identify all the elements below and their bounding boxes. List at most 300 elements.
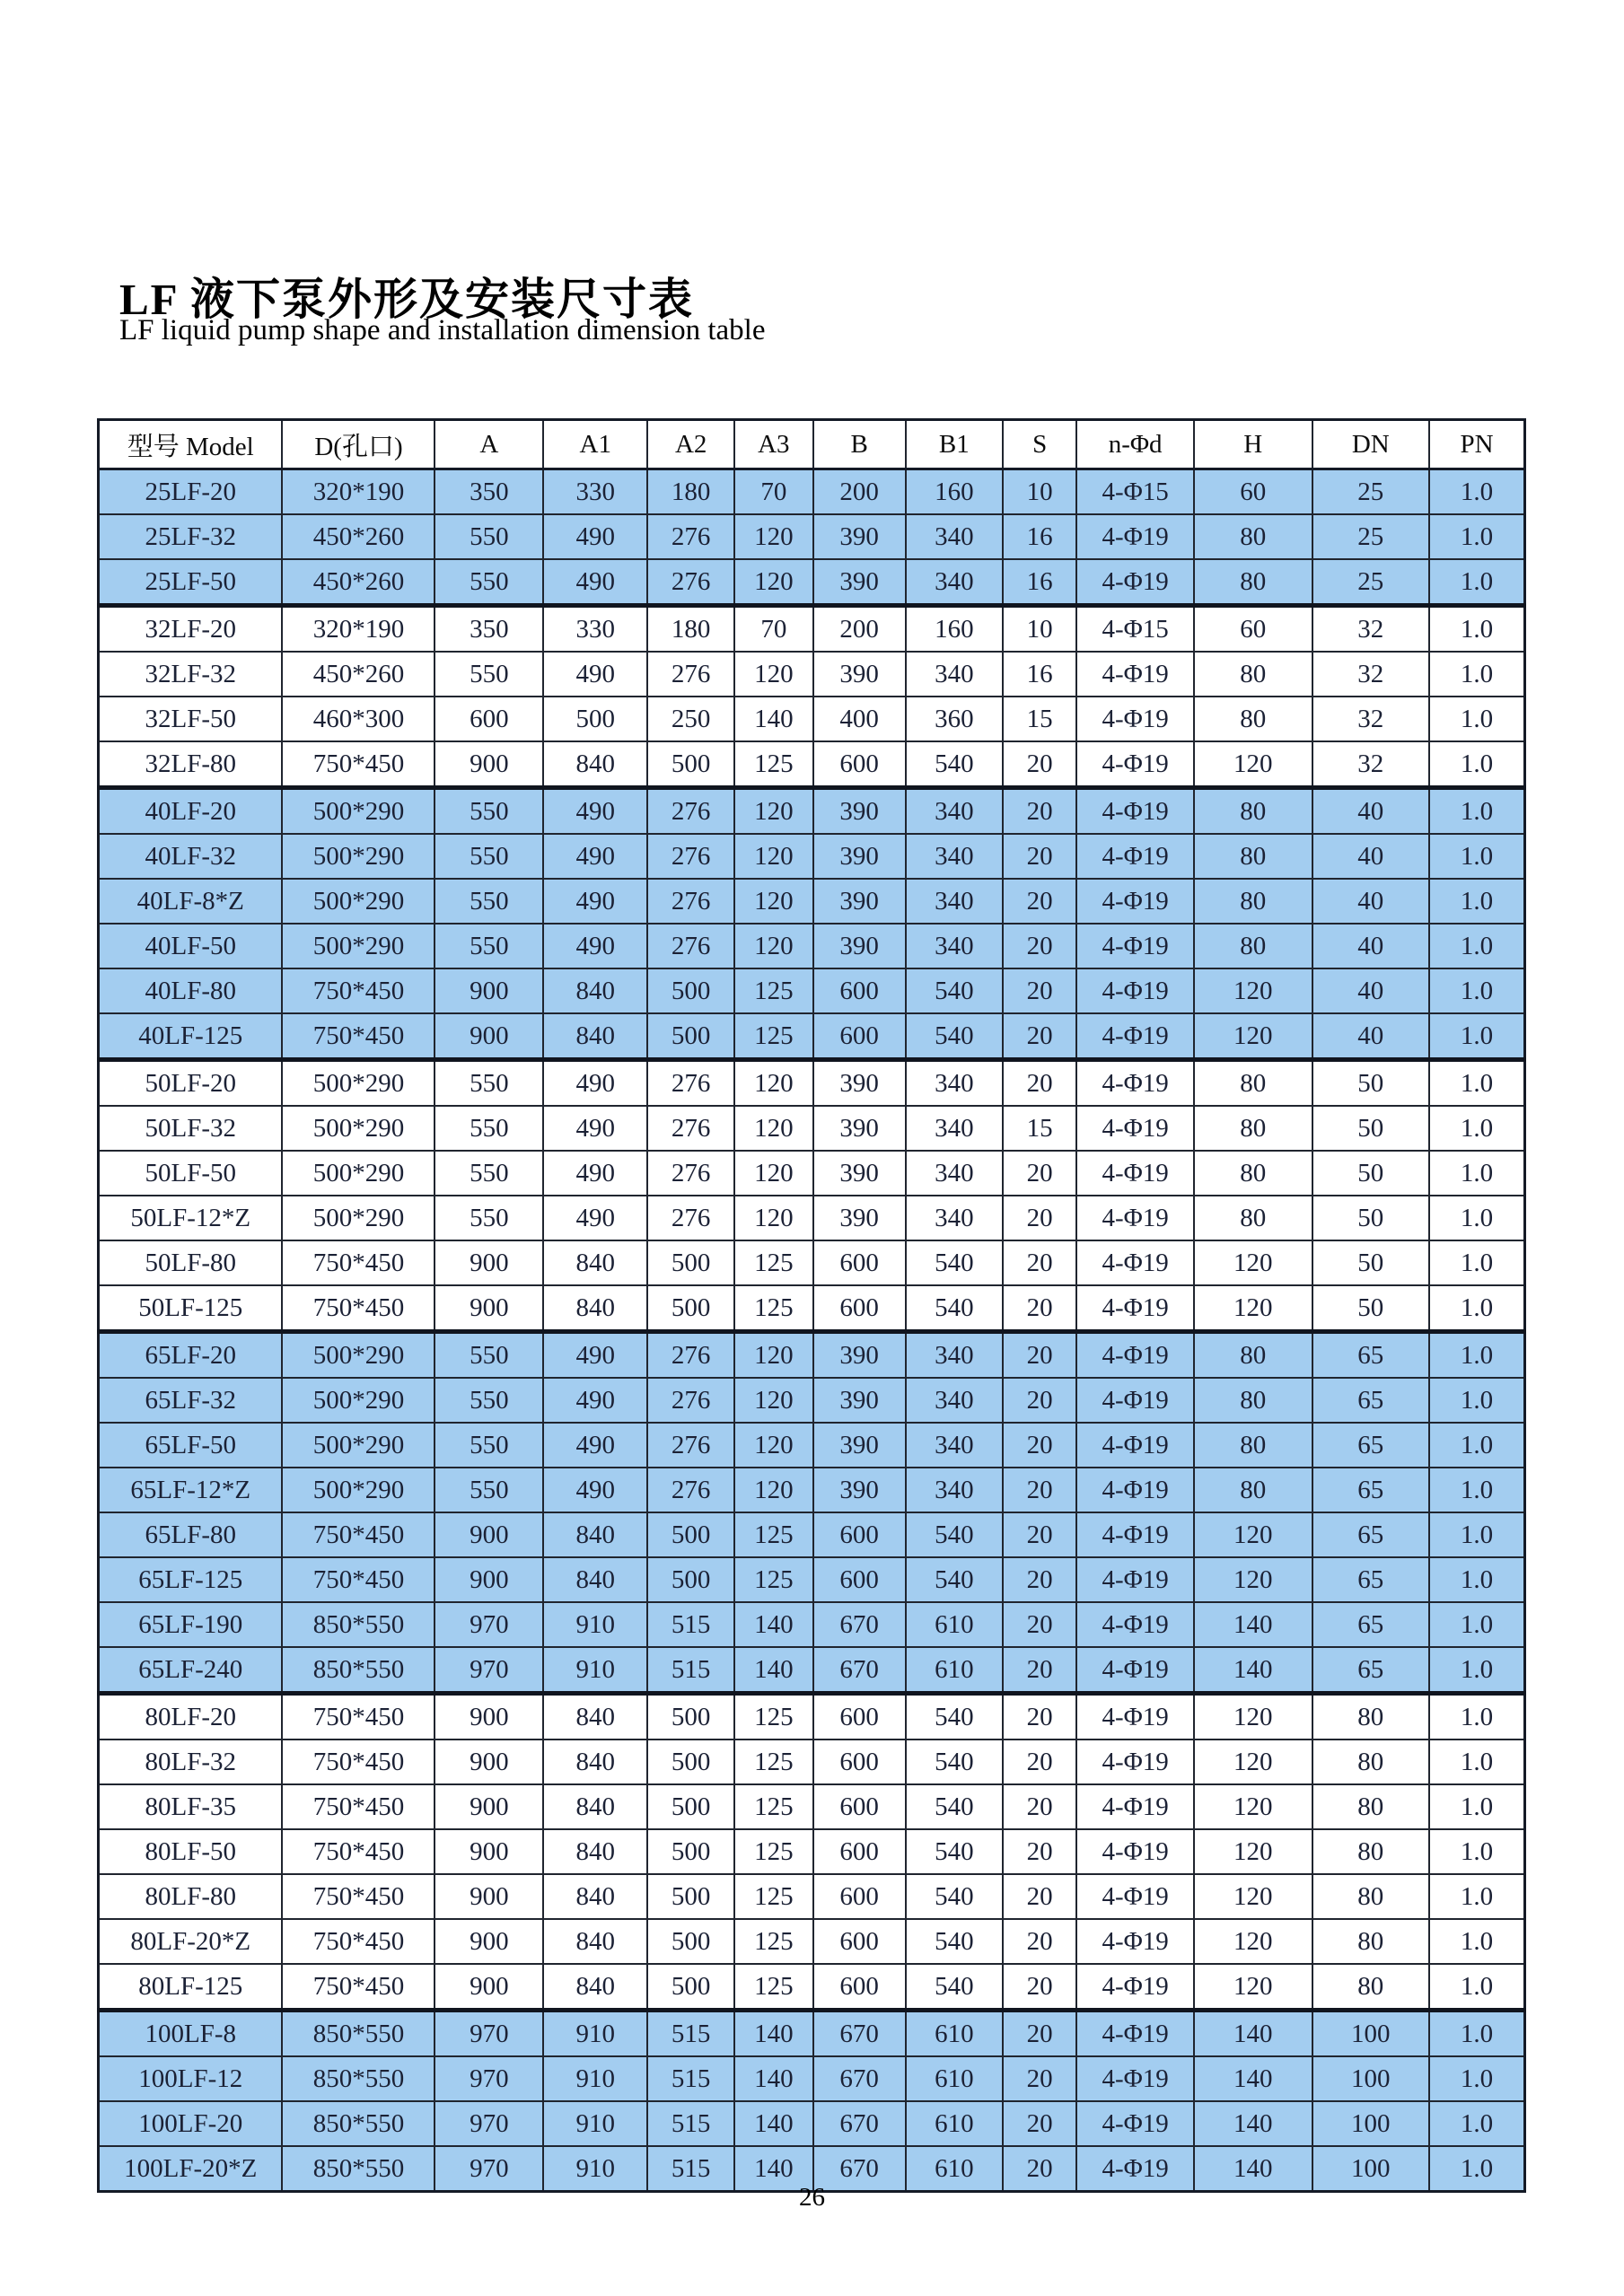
column-header: S [1003, 420, 1077, 469]
table-cell: 140 [1194, 2011, 1312, 2057]
table-cell: 276 [647, 1332, 734, 1379]
table-cell: 600 [813, 1285, 906, 1332]
table-cell: 65 [1312, 1423, 1429, 1468]
table-cell: 600 [813, 1740, 906, 1784]
table-cell: 600 [435, 697, 543, 741]
column-header: 型号 Model [99, 420, 283, 469]
table-cell: 1.0 [1429, 1784, 1525, 1829]
table-cell: 500 [647, 1964, 734, 2011]
table-cell: 340 [906, 1106, 1003, 1151]
table-cell: 120 [1194, 1512, 1312, 1557]
table-cell: 490 [543, 652, 647, 697]
table-cell: 40 [1312, 788, 1429, 835]
table-cell: 900 [435, 1013, 543, 1060]
table-cell: 1.0 [1429, 1512, 1525, 1557]
table-cell: 840 [543, 1557, 647, 1602]
table-cell: 40 [1312, 1013, 1429, 1060]
table-cell: 900 [435, 1694, 543, 1740]
table-cell: 25 [1312, 559, 1429, 606]
table-cell: 500 [647, 1013, 734, 1060]
table-cell: 1.0 [1429, 1694, 1525, 1740]
table-cell: 515 [647, 1647, 734, 1694]
table-cell: 20 [1003, 2146, 1077, 2192]
table-cell: 125 [734, 1512, 812, 1557]
column-header: n-Φd [1076, 420, 1193, 469]
table-cell: 490 [543, 1196, 647, 1240]
table-cell: 500 [647, 1919, 734, 1964]
table-cell: 500 [647, 1512, 734, 1557]
table-cell: 330 [543, 469, 647, 515]
table-cell: 490 [543, 879, 647, 924]
table-cell: 1.0 [1429, 652, 1525, 697]
table-cell: 600 [813, 1694, 906, 1740]
table-cell: 20 [1003, 924, 1077, 968]
table-cell: 490 [543, 514, 647, 559]
table-cell: 550 [435, 1423, 543, 1468]
model-cell: 65LF-50 [99, 1423, 283, 1468]
page-subtitle: LF liquid pump shape and installation dimension table [119, 314, 766, 346]
table-cell: 500 [647, 1240, 734, 1285]
table-cell: 670 [813, 1647, 906, 1694]
table-cell: 120 [1194, 968, 1312, 1013]
dimension-table [97, 418, 1526, 2193]
table-cell: 4-Φ19 [1076, 968, 1193, 1013]
table-row [99, 2056, 1525, 2101]
table-cell: 276 [647, 788, 734, 835]
table-cell: 140 [734, 1647, 812, 1694]
table-cell: 4-Φ19 [1076, 1874, 1193, 1919]
table-cell: 750*450 [282, 1740, 435, 1784]
table-cell: 490 [543, 788, 647, 835]
table-cell: 390 [813, 1060, 906, 1107]
table-cell: 750*450 [282, 1240, 435, 1285]
table-cell: 20 [1003, 1919, 1077, 1964]
table-cell: 550 [435, 1378, 543, 1423]
table-row [99, 834, 1525, 879]
model-cell: 40LF-50 [99, 924, 283, 968]
table-row [99, 1378, 1525, 1423]
table-cell: 80 [1312, 1964, 1429, 2011]
table-cell: 4-Φ19 [1076, 1423, 1193, 1468]
column-header: A2 [647, 420, 734, 469]
model-cell: 65LF-20 [99, 1332, 283, 1379]
table-cell: 120 [734, 1151, 812, 1196]
model-cell: 100LF-12 [99, 2056, 283, 2101]
table-cell: 32 [1312, 697, 1429, 741]
table-cell: 4-Φ19 [1076, 1060, 1193, 1107]
model-cell: 80LF-125 [99, 1964, 283, 2011]
table-cell: 350 [435, 469, 543, 515]
table-cell: 840 [543, 1874, 647, 1919]
table-cell: 160 [906, 606, 1003, 653]
table-cell: 1.0 [1429, 1964, 1525, 2011]
model-cell: 32LF-50 [99, 697, 283, 741]
table-cell: 1.0 [1429, 1602, 1525, 1647]
table-cell: 250 [647, 697, 734, 741]
table-cell: 80 [1194, 924, 1312, 968]
table-cell: 50 [1312, 1196, 1429, 1240]
table-row [99, 1874, 1525, 1919]
table-cell: 750*450 [282, 1285, 435, 1332]
table-row [99, 652, 1525, 697]
table-cell: 540 [906, 1240, 1003, 1285]
table-cell: 200 [813, 606, 906, 653]
table-cell: 20 [1003, 1829, 1077, 1874]
table-cell: 70 [734, 606, 812, 653]
table-cell: 600 [813, 968, 906, 1013]
table-cell: 1.0 [1429, 1332, 1525, 1379]
table-cell: 180 [647, 469, 734, 515]
table-row [99, 559, 1525, 606]
table-cell: 850*550 [282, 2101, 435, 2146]
table-cell: 80 [1194, 1196, 1312, 1240]
table-cell: 500*290 [282, 879, 435, 924]
table-cell: 125 [734, 1285, 812, 1332]
table-cell: 276 [647, 1151, 734, 1196]
table-cell: 320*190 [282, 469, 435, 515]
table-cell: 4-Φ19 [1076, 514, 1193, 559]
table-cell: 500*290 [282, 1423, 435, 1468]
table-cell: 16 [1003, 559, 1077, 606]
table-cell: 65 [1312, 1378, 1429, 1423]
table-cell: 900 [435, 968, 543, 1013]
table-cell: 390 [813, 1332, 906, 1379]
table-cell: 500 [647, 1694, 734, 1740]
table-cell: 600 [813, 1240, 906, 1285]
table-cell: 500 [543, 697, 647, 741]
table-row [99, 1196, 1525, 1240]
model-cell: 65LF-12*Z [99, 1468, 283, 1512]
table-cell: 20 [1003, 1647, 1077, 1694]
table-cell: 20 [1003, 1557, 1077, 1602]
table-cell: 540 [906, 1285, 1003, 1332]
table-cell: 4-Φ19 [1076, 2056, 1193, 2101]
table-cell: 500*290 [282, 1468, 435, 1512]
table-cell: 125 [734, 968, 812, 1013]
table-cell: 600 [813, 1784, 906, 1829]
table-cell: 540 [906, 1557, 1003, 1602]
table-cell: 840 [543, 1829, 647, 1874]
table-row [99, 1423, 1525, 1468]
column-header: D(孔口) [282, 420, 435, 469]
table-cell: 1.0 [1429, 2056, 1525, 2101]
page-title: LF 液下泵外形及安装尺寸表 [119, 274, 695, 324]
table-cell: 850*550 [282, 1647, 435, 1694]
table-cell: 500 [647, 1285, 734, 1332]
table-cell: 4-Φ19 [1076, 879, 1193, 924]
table-cell: 40 [1312, 968, 1429, 1013]
model-cell: 80LF-20*Z [99, 1919, 283, 1964]
table-cell: 120 [1194, 1694, 1312, 1740]
table-cell: 490 [543, 1378, 647, 1423]
table-cell: 20 [1003, 1740, 1077, 1784]
page-number: 26 [799, 2183, 825, 2212]
table-cell: 120 [734, 1378, 812, 1423]
table-cell: 900 [435, 1240, 543, 1285]
table-cell: 125 [734, 1829, 812, 1874]
table-cell: 1.0 [1429, 2011, 1525, 2057]
table-cell: 120 [734, 834, 812, 879]
table-cell: 540 [906, 1919, 1003, 1964]
table-cell: 390 [813, 1106, 906, 1151]
table-header-row [99, 420, 1525, 469]
table-cell: 1.0 [1429, 2101, 1525, 2146]
table-cell: 4-Φ19 [1076, 1468, 1193, 1512]
table-cell: 490 [543, 1332, 647, 1379]
table-cell: 120 [1194, 1919, 1312, 1964]
table-cell: 65 [1312, 1332, 1429, 1379]
table-cell: 550 [435, 924, 543, 968]
table-cell: 80 [1312, 1694, 1429, 1740]
table-cell: 20 [1003, 1013, 1077, 1060]
table-row [99, 1013, 1525, 1060]
table-cell: 4-Φ19 [1076, 2101, 1193, 2146]
table-cell: 4-Φ19 [1076, 1378, 1193, 1423]
table-cell: 276 [647, 652, 734, 697]
table-cell: 540 [906, 1829, 1003, 1874]
table-cell: 15 [1003, 1106, 1077, 1151]
model-cell: 50LF-125 [99, 1285, 283, 1332]
table-cell: 20 [1003, 1694, 1077, 1740]
table-cell: 276 [647, 1106, 734, 1151]
table-cell: 550 [435, 652, 543, 697]
table-cell: 970 [435, 2146, 543, 2192]
table-cell: 125 [734, 741, 812, 788]
table-cell: 276 [647, 1423, 734, 1468]
table-cell: 750*450 [282, 741, 435, 788]
table-cell: 140 [734, 2101, 812, 2146]
table-cell: 80 [1312, 1740, 1429, 1784]
table-cell: 4-Φ19 [1076, 2011, 1193, 2057]
table-cell: 840 [543, 1240, 647, 1285]
table-cell: 4-Φ15 [1076, 469, 1193, 515]
table-cell: 840 [543, 1964, 647, 2011]
table-cell: 1.0 [1429, 1060, 1525, 1107]
table-cell: 4-Φ19 [1076, 1964, 1193, 2011]
model-cell: 100LF-20*Z [99, 2146, 283, 2192]
table-cell: 20 [1003, 1196, 1077, 1240]
table-cell: 125 [734, 1964, 812, 2011]
table-cell: 120 [1194, 1784, 1312, 1829]
table-cell: 120 [1194, 1740, 1312, 1784]
table-cell: 1.0 [1429, 1740, 1525, 1784]
table-cell: 600 [813, 1557, 906, 1602]
model-cell: 50LF-12*Z [99, 1196, 283, 1240]
table-cell: 80 [1312, 1874, 1429, 1919]
table-cell: 4-Φ19 [1076, 788, 1193, 835]
table-cell: 140 [1194, 1647, 1312, 1694]
table-cell: 540 [906, 1874, 1003, 1919]
table-cell: 390 [813, 1468, 906, 1512]
table-cell: 1.0 [1429, 514, 1525, 559]
table-cell: 490 [543, 924, 647, 968]
table-cell: 4-Φ19 [1076, 1919, 1193, 1964]
table-cell: 4-Φ19 [1076, 2146, 1193, 2192]
table-cell: 1.0 [1429, 559, 1525, 606]
table-cell: 20 [1003, 1423, 1077, 1468]
table-cell: 610 [906, 1602, 1003, 1647]
table-cell: 80 [1194, 788, 1312, 835]
table-cell: 750*450 [282, 1557, 435, 1602]
model-cell: 100LF-20 [99, 2101, 283, 2146]
table-cell: 140 [734, 697, 812, 741]
table-row [99, 1106, 1525, 1151]
table-cell: 125 [734, 1240, 812, 1285]
table-cell: 20 [1003, 2056, 1077, 2101]
table-cell: 50 [1312, 1060, 1429, 1107]
table-cell: 490 [543, 559, 647, 606]
table-cell: 670 [813, 1602, 906, 1647]
table-cell: 515 [647, 1602, 734, 1647]
column-header: DN [1312, 420, 1429, 469]
table-cell: 276 [647, 879, 734, 924]
table-cell: 1.0 [1429, 879, 1525, 924]
model-cell: 25LF-32 [99, 514, 283, 559]
table-cell: 120 [734, 652, 812, 697]
table-cell: 80 [1194, 1332, 1312, 1379]
table-row [99, 1829, 1525, 1874]
table-cell: 1.0 [1429, 1196, 1525, 1240]
table-cell: 550 [435, 834, 543, 879]
table-cell: 1.0 [1429, 1013, 1525, 1060]
model-cell: 40LF-20 [99, 788, 283, 835]
table-cell: 1.0 [1429, 1151, 1525, 1196]
table-row [99, 2011, 1525, 2057]
table-cell: 840 [543, 968, 647, 1013]
table-cell: 540 [906, 741, 1003, 788]
table-cell: 500*290 [282, 1332, 435, 1379]
table-cell: 1.0 [1429, 1647, 1525, 1694]
table-cell: 4-Φ19 [1076, 1240, 1193, 1285]
table-cell: 1.0 [1429, 1285, 1525, 1332]
table-cell: 340 [906, 1332, 1003, 1379]
table-cell: 4-Φ19 [1076, 1829, 1193, 1874]
table-cell: 490 [543, 834, 647, 879]
table-cell: 490 [543, 1423, 647, 1468]
table-row [99, 1060, 1525, 1107]
table-cell: 340 [906, 1060, 1003, 1107]
column-header: A1 [543, 420, 647, 469]
table-row [99, 1964, 1525, 2011]
table-cell: 600 [813, 1919, 906, 1964]
table-cell: 840 [543, 1285, 647, 1332]
table-cell: 50 [1312, 1151, 1429, 1196]
table-row [99, 1694, 1525, 1740]
table-cell: 80 [1312, 1784, 1429, 1829]
model-cell: 65LF-240 [99, 1647, 283, 1694]
table-cell: 276 [647, 1378, 734, 1423]
table-row [99, 1240, 1525, 1285]
table-cell: 750*450 [282, 1829, 435, 1874]
table-cell: 390 [813, 1423, 906, 1468]
table-row [99, 1919, 1525, 1964]
table-cell: 70 [734, 469, 812, 515]
table-cell: 4-Φ19 [1076, 1512, 1193, 1557]
table-cell: 120 [734, 559, 812, 606]
table-row [99, 1784, 1525, 1829]
table-cell: 390 [813, 514, 906, 559]
table-cell: 750*450 [282, 1874, 435, 1919]
table-cell: 32 [1312, 606, 1429, 653]
table-cell: 390 [813, 924, 906, 968]
table-cell: 120 [734, 1468, 812, 1512]
table-cell: 750*450 [282, 1784, 435, 1829]
model-cell: 40LF-125 [99, 1013, 283, 1060]
table-cell: 515 [647, 2101, 734, 2146]
table-cell: 550 [435, 879, 543, 924]
table-cell: 32 [1312, 652, 1429, 697]
table-cell: 970 [435, 1602, 543, 1647]
column-header: H [1194, 420, 1312, 469]
table-body [99, 469, 1525, 2192]
table-cell: 65 [1312, 1602, 1429, 1647]
table-cell: 100 [1312, 2101, 1429, 2146]
model-cell: 32LF-32 [99, 652, 283, 697]
column-header: PN [1429, 420, 1525, 469]
table-cell: 140 [1194, 2056, 1312, 2101]
table-cell: 540 [906, 1694, 1003, 1740]
table-cell: 610 [906, 2146, 1003, 2192]
table-cell: 340 [906, 788, 1003, 835]
table-cell: 20 [1003, 1964, 1077, 2011]
table-cell: 180 [647, 606, 734, 653]
table-cell: 900 [435, 1285, 543, 1332]
table-row [99, 1285, 1525, 1332]
table-cell: 500*290 [282, 1151, 435, 1196]
table-row [99, 2101, 1525, 2146]
table-cell: 120 [1194, 1874, 1312, 1919]
table-cell: 60 [1194, 469, 1312, 515]
table-row [99, 788, 1525, 835]
table-cell: 125 [734, 1740, 812, 1784]
table-cell: 120 [734, 514, 812, 559]
table-cell: 80 [1194, 1468, 1312, 1512]
table-cell: 490 [543, 1106, 647, 1151]
table-cell: 60 [1194, 606, 1312, 653]
table-cell: 276 [647, 559, 734, 606]
table-cell: 20 [1003, 1240, 1077, 1285]
table-cell: 65 [1312, 1512, 1429, 1557]
table-cell: 900 [435, 1874, 543, 1919]
table-cell: 460*300 [282, 697, 435, 741]
table-cell: 4-Φ19 [1076, 1106, 1193, 1151]
table-cell: 276 [647, 924, 734, 968]
table-cell: 1.0 [1429, 1468, 1525, 1512]
model-cell: 50LF-32 [99, 1106, 283, 1151]
table-row [99, 1512, 1525, 1557]
table-cell: 200 [813, 469, 906, 515]
table-cell: 500*290 [282, 1106, 435, 1151]
model-cell: 50LF-50 [99, 1151, 283, 1196]
table-cell: 840 [543, 741, 647, 788]
table-cell: 340 [906, 559, 1003, 606]
table-cell: 390 [813, 1151, 906, 1196]
table-cell: 550 [435, 1151, 543, 1196]
table-cell: 40 [1312, 879, 1429, 924]
table-cell: 4-Φ19 [1076, 1602, 1193, 1647]
table-cell: 65 [1312, 1647, 1429, 1694]
table-cell: 276 [647, 1468, 734, 1512]
table-cell: 610 [906, 2056, 1003, 2101]
table-cell: 450*260 [282, 652, 435, 697]
table-cell: 670 [813, 2146, 906, 2192]
table-cell: 670 [813, 2101, 906, 2146]
table-cell: 1.0 [1429, 606, 1525, 653]
table-cell: 550 [435, 1106, 543, 1151]
table-cell: 320*190 [282, 606, 435, 653]
table-cell: 910 [543, 2146, 647, 2192]
table-cell: 340 [906, 879, 1003, 924]
